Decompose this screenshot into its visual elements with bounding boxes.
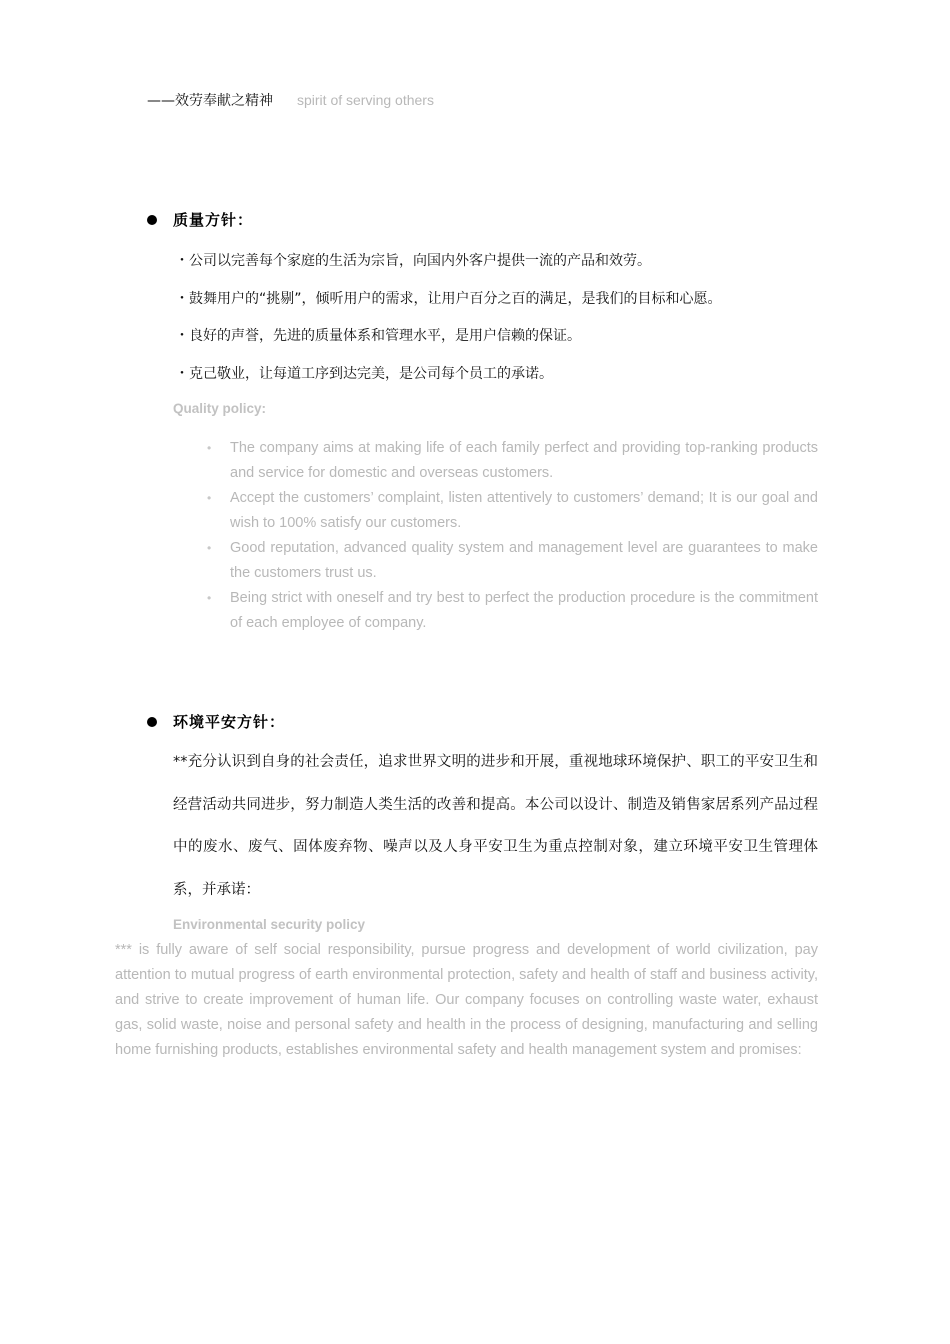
- environment-title: 环境平安方针：: [173, 713, 286, 731]
- small-bullet-icon: •: [207, 591, 212, 605]
- quality-item-text: Being strict with oneself and try best to perfect the production procedure is the commitment of each employee of company.: [230, 590, 818, 631]
- quality-title: 质量方针：: [173, 211, 254, 229]
- quality-line-4: ・克己敬业，让每道工序到达完美，是公司每个员工的承诺。: [175, 366, 553, 382]
- environment-paragraph-english: *** is fully aware of self social responsibility, pursue progress and development of world civilization, pay attention to mutual progress of earth environmental protection, safety and health of staff and business activity, and strive to create improvement of human life. Our company focuses on controlling waste water, exhaust gas, solid waste, noise and personal safety and health in the process of designing, manufacturing and selling home furnishing products, establishes environmental safety and health management system and promises:: [115, 942, 818, 1058]
- list-item: [204, 536, 818, 586]
- quality-policy-list: [204, 436, 818, 636]
- list-item: [204, 486, 818, 536]
- quality-item-text: Good reputation, advanced quality system and management level are guarantees to make the customers trust us.: [230, 540, 818, 581]
- list-item: [204, 586, 818, 636]
- quality-line-1: ・公司以完善每个家庭的生活为宗旨，向国内外客户提供一流的产品和效劳。: [175, 253, 651, 269]
- bullet-dot-icon: [147, 717, 157, 727]
- small-bullet-icon: •: [207, 441, 212, 455]
- bullet-dot-icon: [147, 215, 157, 225]
- quality-line-2: ・鼓舞用户的“挑剔”，倾听用户的需求，让用户百分之百的满足，是我们的目标和心愿。: [175, 291, 722, 307]
- quality-item-text: Accept the customers’ complaint, listen attentively to customers’ demand; It is our goal and wish to 100% satisfy our customers.: [230, 490, 818, 531]
- environment-paragraph-chinese: **充分认识到自身的社会责任，追求世界文明的进步和开展，重视地球环境保护、职工的平安卫生和经营活动共同进步，努力制造人类生活的改善和提高。本公司以设计、制造及销售家居系列产品过程中的废水、废气、固体废弃物、噪声以及人身平安卫生为重点控制对象，建立环境平安卫生管理体系，并承诺：: [173, 754, 818, 898]
- quality-item-text: The company aims at making life of each family perfect and providing top-ranking products and service for domestic and overseas customers.: [230, 440, 818, 481]
- quality-line-3: ・良好的声誉，先进的质量体系和管理水平，是用户信赖的保证。: [175, 328, 581, 344]
- environment-heading: [147, 711, 285, 732]
- quality-heading: [147, 209, 253, 230]
- list-item: [204, 436, 818, 486]
- environment-policy-label: Environmental security policy: [173, 917, 366, 932]
- small-bullet-icon: •: [207, 491, 212, 505]
- tagline-english: spirit of serving others: [297, 92, 434, 108]
- tagline: [147, 90, 434, 110]
- small-bullet-icon: •: [207, 541, 212, 555]
- quality-policy-label: Quality policy:: [173, 401, 267, 416]
- tagline-chinese: ——效劳奉献之精神: [147, 93, 273, 109]
